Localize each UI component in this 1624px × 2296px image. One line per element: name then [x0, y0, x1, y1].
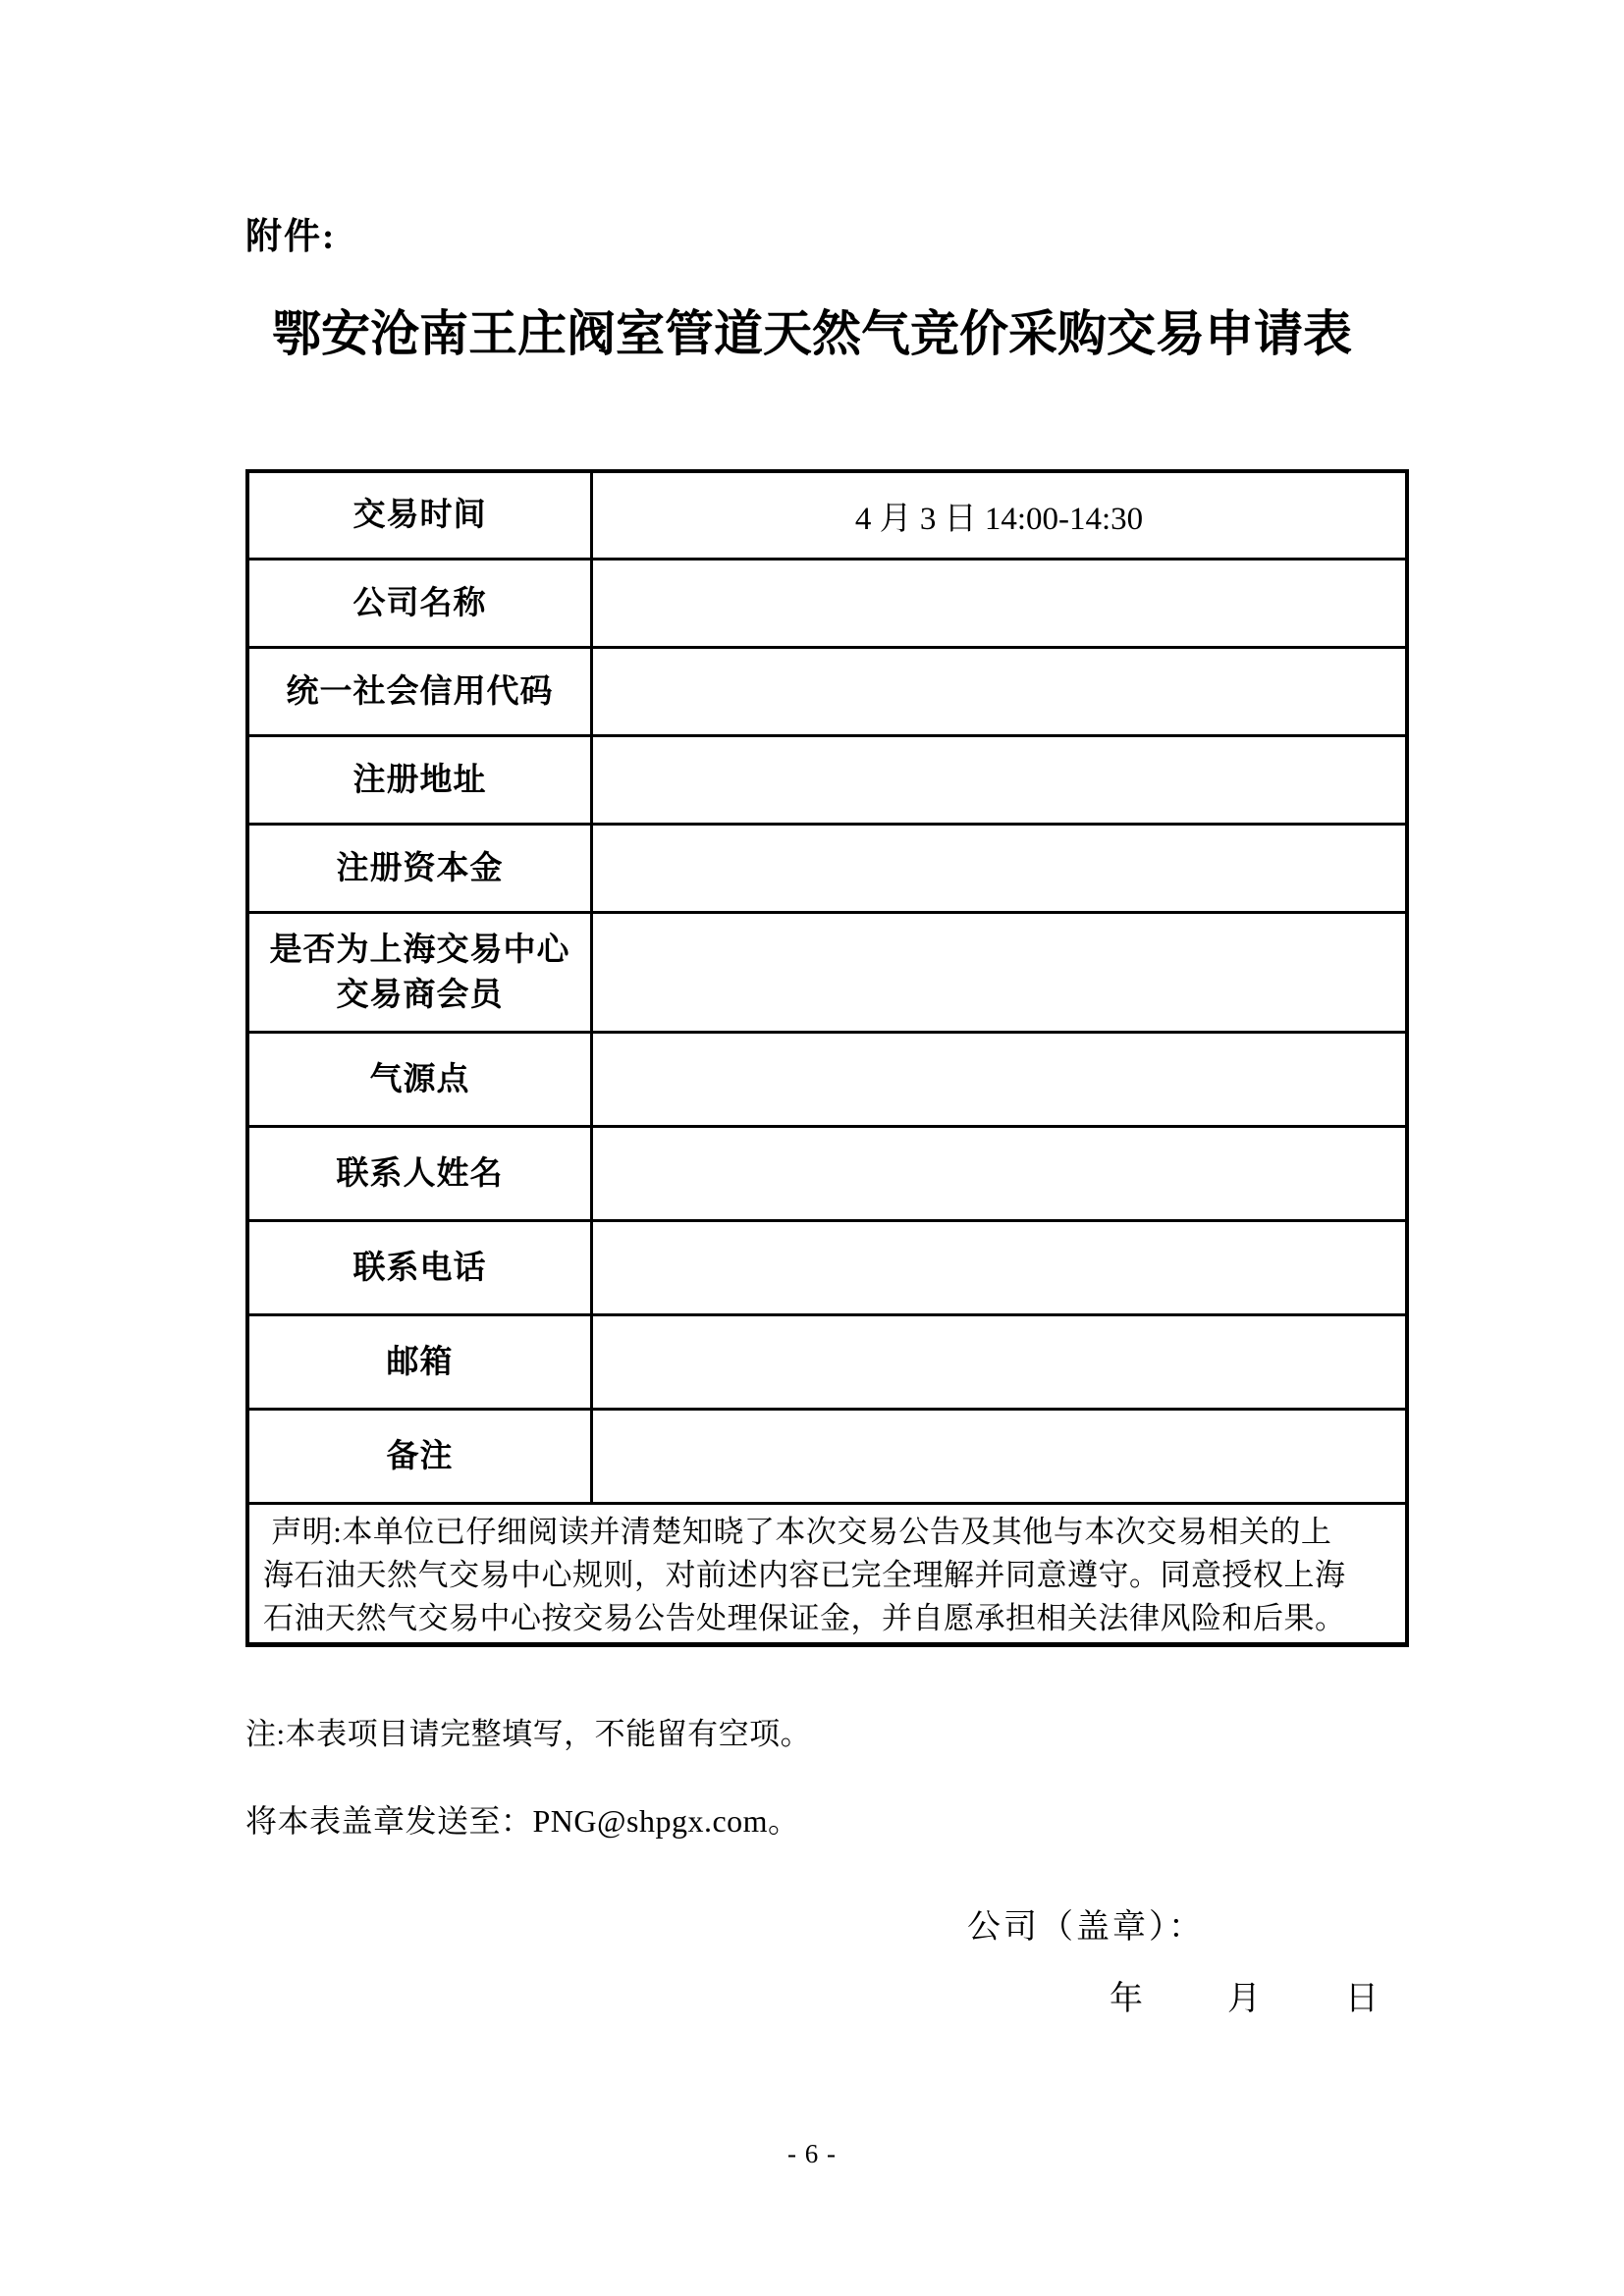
- table-row-registered-address: [249, 737, 1405, 826]
- row-label-contact-phone: 联系电话: [249, 1222, 593, 1313]
- row-value-company-name: [593, 561, 1405, 646]
- table-row-member-status: [249, 914, 1405, 1034]
- table-row-contact-name: [249, 1128, 1405, 1222]
- date-year-label: 年: [1110, 1981, 1143, 2017]
- row-label-company-name: 公司名称: [249, 561, 593, 646]
- row-value-gas-source: [593, 1034, 1405, 1125]
- table-row-company-name: [249, 561, 1405, 649]
- row-value-registered-capital: [593, 826, 1405, 911]
- member-status-label-line-1: 是否为上海交易中心: [269, 932, 570, 968]
- row-label-trade-time: 交易时间: [249, 473, 593, 558]
- row-value-contact-phone: [593, 1222, 1405, 1313]
- row-label-credit-code: 统一社会信用代码: [249, 649, 593, 734]
- declaration-line-3: 石油天然气交易中心按交易公告处理保证金，并自愿承担相关法律风险和后果。: [263, 1601, 1346, 1635]
- row-value-member-status: [593, 914, 1405, 1031]
- declaration-block: [249, 1505, 1405, 1642]
- row-label-registered-address: 注册地址: [249, 737, 593, 823]
- table-row-contact-phone: [249, 1222, 1405, 1316]
- note-text: 注:本表项目请完整填写，不能留有空项。: [245, 1717, 812, 1751]
- document-title: 鄂安沧南王庄阀室管道天然气竞价采购交易申请表: [272, 306, 1352, 361]
- declaration-line-1: 声明:本单位已仔细阅读并清楚知晓了本次交易公告及其他与本次交易相关的上: [263, 1515, 1332, 1549]
- row-label-member-status: [249, 914, 593, 1031]
- row-value-registered-address: [593, 737, 1405, 823]
- date-day-label: 日: [1345, 1981, 1379, 2017]
- row-label-email: 邮箱: [249, 1316, 593, 1408]
- row-value-trade-time: 4 月 3 日 14:00-14:30: [854, 501, 1144, 537]
- row-value-credit-code: [593, 649, 1405, 734]
- table-row-credit-code: [249, 649, 1405, 737]
- row-label-registered-capital: 注册资本金: [249, 826, 593, 911]
- date-month-label: 月: [1227, 1981, 1261, 2017]
- page-number: - 6 -: [787, 2139, 837, 2168]
- row-label-contact-name: 联系人姓名: [249, 1128, 593, 1219]
- attachment-label: 附件:: [245, 217, 337, 257]
- member-status-label-line-2: 交易商会员: [336, 977, 504, 1013]
- table-row-trade-time: [249, 473, 1405, 561]
- application-table: [245, 469, 1409, 1647]
- row-label-remarks: 备注: [249, 1411, 593, 1502]
- row-label-gas-source: 气源点: [249, 1034, 593, 1125]
- send-instruction: 将本表盖章发送至：PNG@shpgx.com。: [245, 1803, 800, 1839]
- table-row-email: [249, 1316, 1405, 1411]
- row-value-remarks: [593, 1411, 1405, 1502]
- table-row-registered-capital: [249, 826, 1405, 914]
- table-row-remarks: [249, 1411, 1405, 1505]
- row-value-email: [593, 1316, 1405, 1408]
- company-seal-line: 公司（盖章）：: [967, 1909, 1205, 1946]
- row-value-contact-name: [593, 1128, 1405, 1219]
- declaration-line-2: 海石油天然气交易中心规则，对前述内容已完全理解并同意遵守。同意授权上海: [263, 1558, 1346, 1592]
- table-row-gas-source: [249, 1034, 1405, 1128]
